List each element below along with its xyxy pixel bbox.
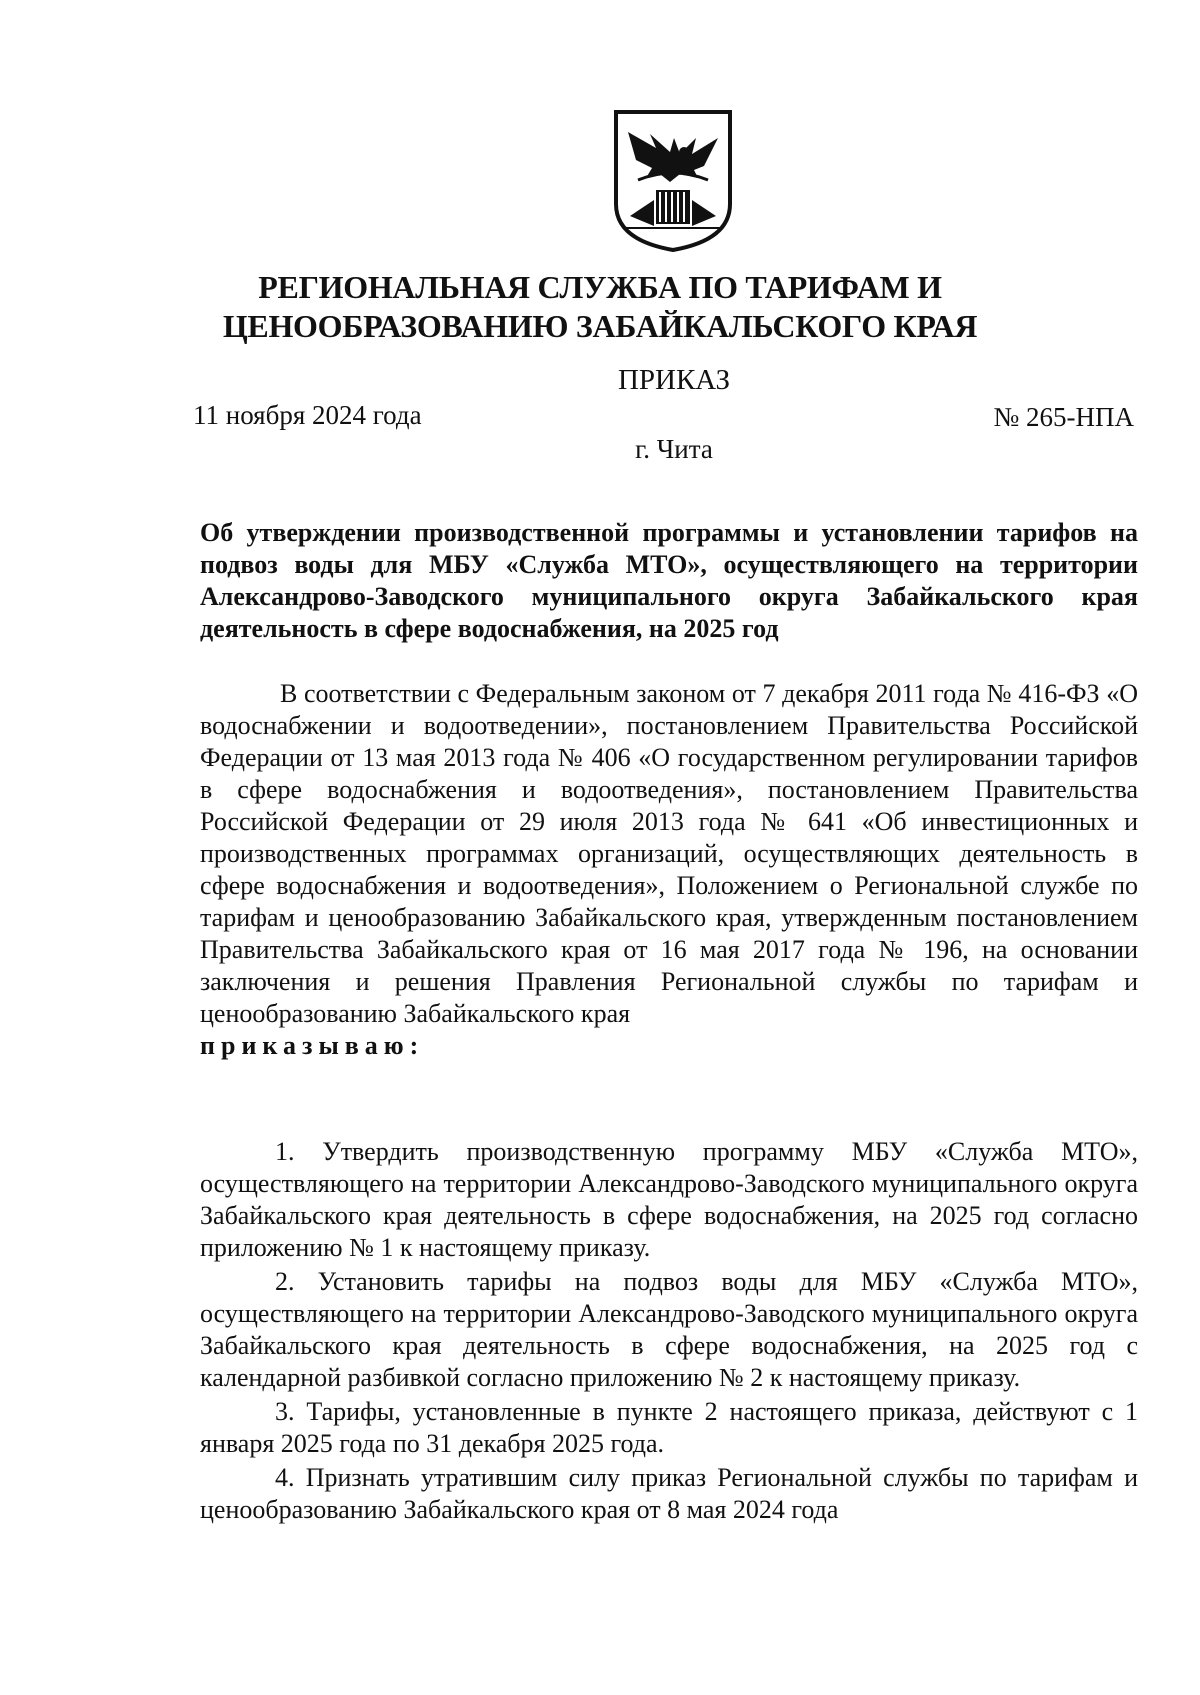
preamble-section [200,678,1138,1062]
order-item: 4. Признать утратившим силу приказ Региональной службы по тарифам и ценообразованию Забайкальского края от 8 мая 2024 года [200,1463,1138,1524]
order-item: 2. Установить тарифы на подвоз воды для МБУ «Служба МТО», осуществляющего на территории Александрово-Заводского муниципального округа Забайкальского края деятельность в сфере водоснабжения, на 2025 год с календарной разбивкой согласно приложению № 2 к настоящему приказу. [200,1267,1138,1392]
org-title-line-1: РЕГИОНАЛЬНАЯ СЛУЖБА ПО ТАРИФАМ И [258,269,942,305]
decree-word: приказываю: [200,1031,425,1060]
coat-of-arms-emblem [610,108,736,254]
document-city: г. Чита [635,434,713,464]
order-items [200,1136,1138,1528]
preamble-text: В соответствии с Федеральным законом от 7 декабря 2011 года № 416-ФЗ «О водоснабжении и водоотведении», постановлением Правительства Российской Федерации от 13 мая 2013 года № 406 «О государственном регулировании тарифов в сфере водоснабжения и водоотведения», постановлением Правительства Российской Федерации от 29 июля 2013 года № 641 «Об инвестиционных и производственных программах организаций, осуществляющих деятельность в сфере водоснабжения и водоотведения», Положением о Региональной службе по тарифам и ценообразованию Забайкальского края, утвержденным постановлением Правительства Забайкальского края от 16 мая 2017 года № 196, на основании заключения и решения Правления Региональной службы по тарифам и ценообразованию Забайкальского края [200,679,1138,1028]
org-title-line-2: ЦЕНООБРАЗОВАНИЮ ЗАБАЙКАЛЬСКОГО КРАЯ [222,308,978,344]
order-item: 1. Утвердить производственную программу МБУ «Служба МТО», осуществляющего на территории Александрово-Заводского муниципального округа Забайкальского края деятельность в сфере водоснабжения, на 2025 год согласно приложению № 1 к настоящему приказу. [200,1137,1138,1262]
document-date: 11 ноября 2024 года [193,400,422,430]
document-subject: Об утверждении производственной программы и установлении тарифов на подвоз воды для МБУ «Служба МТО», осуществляющего на территории Александрово-Заводского муниципального округа Забайкальского края деятельность в сфере водоснабжения, на 2025 год [200,518,1138,643]
document-type: ПРИКАЗ [617,364,731,396]
document-number: № 265-НПА [993,402,1134,432]
organization-title [150,268,1050,346]
order-item: 3. Тарифы, установленные в пункте 2 настоящего приказа, действуют с 1 января 2025 года по 31 декабря 2025 года. [200,1397,1138,1458]
